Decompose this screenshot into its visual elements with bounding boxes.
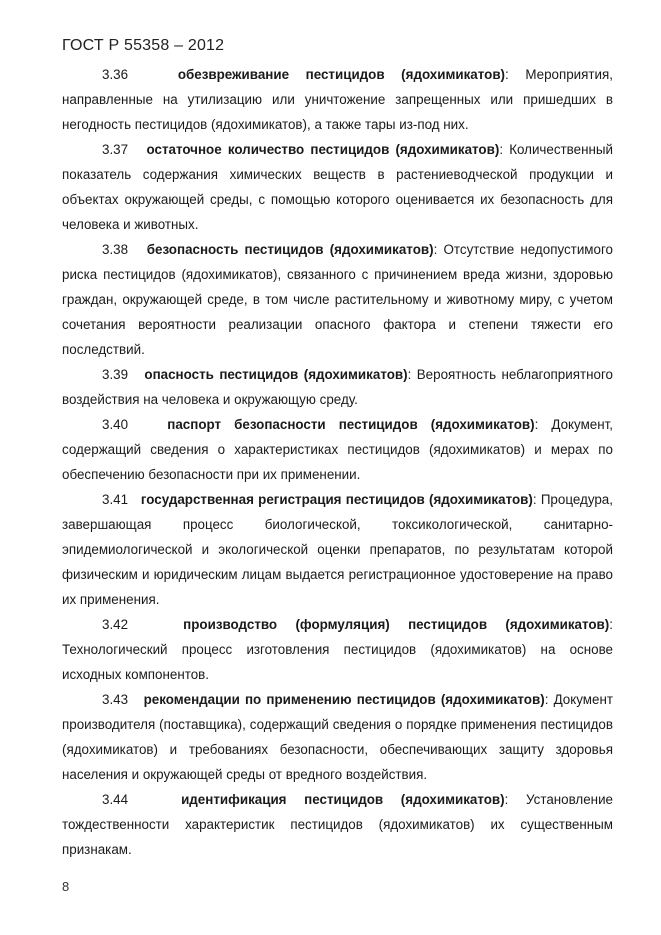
term-number: 3.36 [102,67,129,82]
term-3-36: 3.36 обезвреживание пестицидов (ядохимикатов): Мероприятия, направленные на утилизацию или уничтожение запрещенных или пришедших в негодность пестицидов (ядохимикатов), а также тары из-под них. [62,67,613,132]
term-3-44: 3.44 идентификация пестицидов (ядохимикатов): Установление тождественности характеристик пестицидов (ядохимикатов) их существенным признакам. [62,792,613,857]
term-number: 3.38 [102,242,129,257]
term-name: рекомендации по применению пестицидов (ядохимикатов) [143,692,545,707]
term-3-39: 3.39 опасность пестицидов (ядохимикатов): Вероятность неблагоприятного воздействия на человека и окружающую среду. [62,367,613,407]
term-number: 3.39 [102,367,129,382]
term-definition: Количественный показатель содержания химических веществ в растениеводческой продукции и объектах окружающей среды, с помощью которого оценивается их безопасность для человека и животных. [62,142,613,232]
term-3-41: 3.41 государственная регистрация пестицидов (ядохимикатов): Процедура, завершающая процесс биологической, токсикологической, санитарно-эпидемиологической и экологической оценки препаратов, по результатам которой физическим и юридическим лицам выдается регистрационное удостоверение на право их применения. [62,492,613,607]
term-definition: Установление тождественности характеристик пестицидов (ядохимикатов) их существенным признакам. [62,792,613,857]
term-3-37: 3.37 остаточное количество пестицидов (ядохимикатов): Количественный показатель содержания химических веществ в растениеводческой продукции и объектах окружающей среды, с помощью которого оценивается их безопасность для человека и животных. [62,142,613,232]
term-name: безопасность пестицидов (ядохимикатов) [146,242,434,257]
term-name: паспорт безопасности пестицидов (ядохимикатов) [167,417,535,432]
term-3-43: 3.43 рекомендации по применению пестицидов (ядохимикатов): Документ производителя (поставщика), содержащий сведения о порядке применения пестицидов (ядохимикатов) и требованиях безопасности, обеспечивающих защиту здоровья населения и окружающей среды от вредного воздействия. [62,692,613,782]
term-name: идентификация пестицидов (ядохимикатов) [181,792,505,807]
term-definition: Документ, содержащий сведения о характеристиках пестицидов (ядохимикатов) и мерах по обеспечению безопасности при их применении. [62,417,613,482]
term-number: 3.41 [102,492,129,507]
term-definition: Мероприятия, направленные на утилизацию или уничтожение запрещенных или пришедших в негодность пестицидов (ядохимикатов), а также тары из-под них. [62,67,613,132]
term-name: остаточное количество пестицидов (ядохимикатов) [146,142,500,157]
term-number: 3.37 [102,142,129,157]
term-definition: Вероятность неблагоприятного воздействия на человека и окружающую среду. [62,367,613,407]
term-definition: Процедура, завершающая процесс биологической, токсикологической, санитарно-эпидемиологической и экологической оценки препаратов, по результатам которой физическим и юридическим лицам выдается регистрационное удостоверение на право их применения. [62,492,613,607]
term-3-42: 3.42 производство (формуляция) пестицидов (ядохимикатов): Технологический процесс изготовления пестицидов (ядохимикатов) на основе исходных компонентов. [62,617,613,682]
term-number: 3.40 [102,417,129,432]
term-3-40: 3.40 паспорт безопасности пестицидов (ядохимикатов): Документ, содержащий сведения о характеристиках пестицидов (ядохимикатов) и мерах по обеспечению безопасности при их применении. [62,417,613,482]
term-definition: Документ производителя (поставщика), содержащий сведения о порядке применения пестицидов (ядохимикатов) и требованиях безопасности, обеспечивающих защиту здоровья населения и окружающей среды от вредного воздействия. [62,692,613,782]
term-definition: Отсутствие недопустимого риска пестицидов (ядохимикатов), связанного с причинением вреда жизни, здоровью граждан, окружающей среде, в том числе растительному и животному миру, с учетом сочетания вероятности реализации опасного фактора и степени тяжести его последствий. [62,242,613,357]
term-number: 3.44 [102,792,129,807]
term-number: 3.42 [102,617,129,632]
terms-list [62,62,613,862]
term-name: государственная регистрация пестицидов (ядохимикатов) [140,492,533,507]
term-definition: Технологический процесс изготовления пестицидов (ядохимикатов) на основе исходных компонентов. [62,642,613,682]
term-name: опасность пестицидов (ядохимикатов) [144,367,408,382]
term-3-38: 3.38 безопасность пестицидов (ядохимикатов): Отсутствие недопустимого риска пестицидов (ядохимикатов), связанного с причинением вреда жизни, здоровью граждан, окружающей среде, в том числе растительному и животному миру, с учетом сочетания вероятности реализации опасного фактора и степени тяжести его последствий. [62,242,613,357]
term-name: обезвреживание пестицидов (ядохимикатов) [177,67,506,82]
page-number: 8 [62,879,70,894]
term-name: производство (формуляция) пестицидов (ядохимикатов) [183,617,610,632]
document-code: ГОСТ Р 55358 – 2012 [62,37,225,54]
term-number: 3.43 [102,692,129,707]
